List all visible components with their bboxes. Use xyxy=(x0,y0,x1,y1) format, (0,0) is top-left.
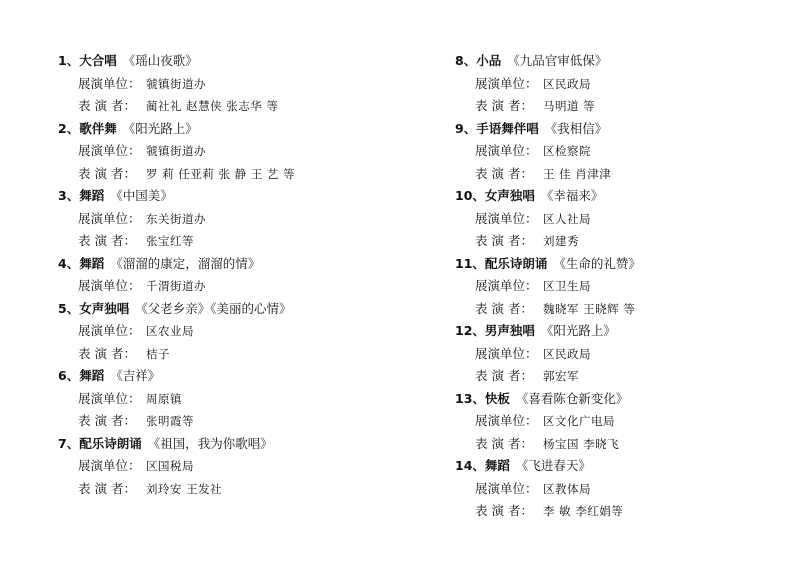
program-heading xyxy=(58,50,418,73)
program-type: 大合唱 xyxy=(79,53,117,68)
performer-label: 表 演 者： xyxy=(475,165,533,181)
unit-line xyxy=(58,275,418,298)
program-title: 《祖国，我为你歌唱》 xyxy=(147,435,273,451)
program-item xyxy=(58,185,418,253)
performer-line xyxy=(455,230,785,253)
unit-label: 展演单位： xyxy=(78,210,141,226)
program-number: 14、 xyxy=(455,458,485,473)
program-heading xyxy=(58,118,418,141)
program-item xyxy=(58,365,418,433)
program-title: 《溜溜的康定，溜溜的情》 xyxy=(110,255,261,271)
program-heading xyxy=(58,433,418,456)
program-number: 2、 xyxy=(58,120,80,136)
unit-line xyxy=(455,208,785,231)
performer-label: 表 演 者： xyxy=(475,503,533,518)
program-heading xyxy=(455,185,785,208)
program-title: 《吉祥》 xyxy=(110,368,161,383)
performer-line xyxy=(58,163,418,186)
unit-line xyxy=(58,455,418,478)
program-number: 7、 xyxy=(58,435,80,451)
unit-value: 区人社局 xyxy=(543,211,591,226)
program-heading xyxy=(455,320,785,343)
performer-line xyxy=(455,163,785,186)
program-number: 11、 xyxy=(455,255,485,271)
unit-value: 区文化广电局 xyxy=(543,414,615,428)
program-title: 《瑶山夜歌》 xyxy=(122,53,198,68)
performer-value: 罗 莉 任亚莉 张 静 王 艺 等 xyxy=(146,166,296,181)
unit-value: 区检察院 xyxy=(543,144,591,158)
program-item xyxy=(455,253,785,321)
program-item xyxy=(455,118,785,186)
program-title: 《阳光路上》 xyxy=(540,323,616,338)
program-item xyxy=(58,50,418,118)
program-number: 13、 xyxy=(455,390,485,406)
unit-line xyxy=(455,410,785,433)
unit-line xyxy=(58,140,418,163)
program-type: 舞蹈 xyxy=(79,368,105,383)
performer-value: 郭宏军 xyxy=(543,369,579,383)
program-title: 《中国美》 xyxy=(110,188,173,203)
performer-value: 杨宝国 李晓飞 xyxy=(543,436,620,451)
performer-line xyxy=(455,433,785,456)
performer-value: 张宝红等 xyxy=(146,234,194,248)
performer-label: 表 演 者： xyxy=(475,98,533,113)
unit-label: 展演单位： xyxy=(475,210,538,226)
program-heading xyxy=(455,118,785,141)
program-type: 手语舞伴唱 xyxy=(476,120,539,136)
performer-label: 表 演 者： xyxy=(78,480,136,496)
program-type: 女声独唱 xyxy=(79,300,130,316)
performer-value: 桔子 xyxy=(146,346,170,361)
unit-value: 区民政局 xyxy=(543,76,591,91)
performer-value: 刘建秀 xyxy=(543,234,579,248)
unit-value: 区民政局 xyxy=(543,346,591,361)
performer-label: 表 演 者： xyxy=(475,368,533,383)
unit-line xyxy=(455,478,785,501)
program-title: 《飞进春天》 xyxy=(515,458,591,473)
program-column-left xyxy=(58,50,418,500)
program-type: 舞蹈 xyxy=(79,255,105,271)
performer-value: 魏晓军 王晓辉 等 xyxy=(543,301,636,316)
performer-label: 表 演 者： xyxy=(78,98,136,113)
performer-line xyxy=(58,230,418,253)
performer-label: 表 演 者： xyxy=(78,165,136,181)
performer-line xyxy=(58,95,418,118)
unit-label: 展演单位： xyxy=(475,480,538,496)
unit-value: 虢镇街道办 xyxy=(146,76,206,91)
performer-value: 张明霞等 xyxy=(146,414,194,428)
unit-label: 展演单位： xyxy=(78,278,141,293)
unit-line xyxy=(58,388,418,411)
unit-label: 展演单位： xyxy=(78,143,141,158)
program-heading xyxy=(455,455,785,478)
program-number: 9、 xyxy=(455,120,477,136)
unit-label: 展演单位： xyxy=(475,345,538,361)
performer-line xyxy=(455,298,785,321)
program-title: 《幸福来》 xyxy=(540,188,604,203)
program-number: 6、 xyxy=(58,368,80,383)
unit-value: 区教体局 xyxy=(543,481,591,496)
program-title: 《生命的礼赞》 xyxy=(553,255,641,271)
program-number: 4、 xyxy=(58,255,80,271)
program-item xyxy=(455,455,785,523)
program-title: 《我相信》 xyxy=(544,120,608,136)
performer-line xyxy=(455,365,785,388)
unit-label: 展演单位： xyxy=(475,143,538,158)
program-type: 舞蹈 xyxy=(484,458,510,473)
performer-label: 表 演 者： xyxy=(475,300,533,316)
program-heading xyxy=(58,365,418,388)
program-heading xyxy=(58,253,418,276)
unit-value: 东关街道办 xyxy=(146,211,206,226)
program-number: 1、 xyxy=(58,53,80,68)
program-heading xyxy=(455,388,785,411)
performer-line xyxy=(58,343,418,366)
performer-value: 马明道 等 xyxy=(543,99,596,113)
unit-label: 展演单位： xyxy=(475,278,538,293)
program-item xyxy=(455,388,785,456)
performer-line xyxy=(58,478,418,501)
program-item xyxy=(58,298,418,366)
performer-label: 表 演 者： xyxy=(78,413,136,428)
program-type: 舞蹈 xyxy=(79,188,105,203)
program-number: 12、 xyxy=(455,323,485,338)
performer-value: 蔺社礼 赵慧侠 张志华 等 xyxy=(146,99,279,113)
program-type: 女声独唱 xyxy=(484,188,535,203)
unit-value: 区农业局 xyxy=(146,324,194,338)
performer-label: 表 演 者： xyxy=(78,345,136,361)
program-item xyxy=(455,50,785,118)
unit-value: 区卫生局 xyxy=(543,279,591,293)
program-heading xyxy=(455,50,785,73)
performer-line xyxy=(58,410,418,433)
program-item xyxy=(58,253,418,298)
program-type: 男声独唱 xyxy=(484,323,535,338)
program-number: 3、 xyxy=(58,188,80,203)
unit-line xyxy=(455,343,785,366)
program-item xyxy=(455,320,785,388)
program-type: 快板 xyxy=(484,390,510,406)
program-item xyxy=(58,433,418,501)
program-type: 小品 xyxy=(476,53,502,68)
performer-label: 表 演 者： xyxy=(78,233,136,248)
performer-line xyxy=(455,500,785,523)
program-type: 配乐诗朗诵 xyxy=(484,255,548,271)
program-heading xyxy=(58,185,418,208)
unit-label: 展演单位： xyxy=(78,390,141,406)
unit-line xyxy=(455,73,785,96)
program-item xyxy=(455,185,785,253)
program-title: 《喜看陈仓新变化》 xyxy=(515,390,629,406)
unit-line xyxy=(58,208,418,231)
program-type: 配乐诗朗诵 xyxy=(79,435,142,451)
program-title: 《九品官审低保》 xyxy=(507,53,608,68)
unit-label: 展演单位： xyxy=(475,413,538,428)
program-title: 《阳光路上》 xyxy=(122,120,198,136)
unit-label: 展演单位： xyxy=(475,75,538,91)
unit-value: 虢镇街道办 xyxy=(146,144,206,158)
performer-value: 刘玲安 王发社 xyxy=(146,481,223,496)
performer-line xyxy=(455,95,785,118)
program-column-right xyxy=(455,50,785,523)
unit-value: 区国税局 xyxy=(146,459,194,473)
program-number: 8、 xyxy=(455,53,477,68)
performer-value: 李 敏 李红娟等 xyxy=(543,504,624,518)
program-title: 《父老乡亲》《美丽的心情》 xyxy=(135,300,292,316)
unit-value: 千渭街道办 xyxy=(146,279,206,293)
program-item xyxy=(58,118,418,186)
unit-label: 展演单位： xyxy=(78,458,141,473)
program-number: 10、 xyxy=(455,188,485,203)
unit-line xyxy=(455,140,785,163)
unit-line xyxy=(455,275,785,298)
unit-label: 展演单位： xyxy=(78,323,141,338)
unit-line xyxy=(58,73,418,96)
program-number: 5、 xyxy=(58,300,80,316)
unit-label: 展演单位： xyxy=(78,75,141,91)
performer-label: 表 演 者： xyxy=(475,233,533,248)
performer-value: 王 佳 肖津津 xyxy=(543,166,612,181)
unit-value: 周原镇 xyxy=(146,391,182,406)
unit-line xyxy=(58,320,418,343)
performer-label: 表 演 者： xyxy=(475,435,533,451)
program-heading xyxy=(455,253,785,276)
program-heading xyxy=(58,298,418,321)
program-type: 歌伴舞 xyxy=(79,120,117,136)
